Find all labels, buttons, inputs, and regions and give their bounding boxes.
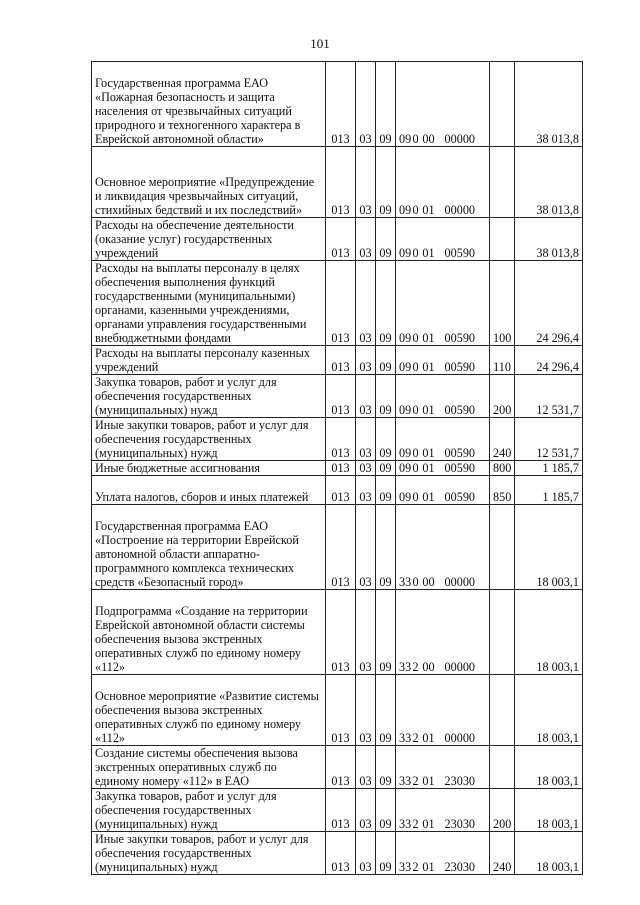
row-rz: 03 (356, 746, 376, 789)
row-grbs: 013 (326, 261, 356, 346)
table-row (92, 832, 583, 875)
row-sum: 24 296,4 (515, 346, 583, 375)
page-number: 101 (310, 36, 330, 51)
table-row (92, 147, 583, 218)
csr-part: 0 (412, 403, 419, 417)
row-rz: 03 (356, 261, 376, 346)
csr-part: 00590 (444, 246, 475, 260)
table-row (92, 789, 583, 832)
table-row (92, 346, 583, 375)
row-csr (396, 218, 490, 261)
row-sum: 18 003,1 (515, 832, 583, 875)
row-grbs: 013 (326, 461, 356, 476)
csr-part: 00000 (444, 575, 475, 589)
csr-part: 01 (422, 403, 435, 417)
csr-part: 09 (399, 331, 412, 345)
row-vr: 200 (490, 789, 515, 832)
table-row (92, 746, 583, 789)
csr-part: 01 (422, 360, 435, 374)
row-sum: 38 013,8 (515, 62, 583, 147)
row-sum: 38 013,8 (515, 218, 583, 261)
table-row (92, 62, 583, 147)
csr-part: 01 (422, 203, 435, 217)
csr-part: 0 (412, 360, 419, 374)
row-rz: 03 (356, 346, 376, 375)
csr-part: 00000 (444, 660, 475, 674)
csr-part: 33 (399, 817, 412, 831)
csr-part: 09 (399, 360, 412, 374)
row-sum: 18 003,1 (515, 675, 583, 746)
row-csr (396, 147, 490, 218)
row-csr (396, 418, 490, 461)
row-sum: 18 003,1 (515, 789, 583, 832)
csr-part: 33 (399, 860, 412, 874)
row-sum: 18 003,1 (515, 746, 583, 789)
csr-part: 00590 (444, 331, 475, 345)
row-csr (396, 746, 490, 789)
row-name: Расходы на выплаты персоналу в целях обеспечения выполнения функций государственными (муниципальными) органами, казенными учреждениями, органами управления государственными внебюджетными фондами (92, 261, 326, 346)
csr-part: 0 (412, 331, 419, 345)
row-name: Иные закупки товаров, работ и услуг для обеспечения государственных (муниципальных) нужд (92, 832, 326, 875)
csr-part: 33 (399, 731, 412, 745)
row-grbs: 013 (326, 62, 356, 147)
row-name: Иные закупки товаров, работ и услуг для обеспечения государственных (муниципальных) нужд (92, 418, 326, 461)
csr-part: 09 (399, 132, 412, 146)
row-vr (490, 505, 515, 590)
row-name: Государственная программа ЕАО «Пожарная безопасность и защита населения от чрезвычайных ситуаций природного и техногенного характера в Еврейской автономной области» (92, 62, 326, 147)
row-pr: 09 (376, 476, 396, 505)
csr-part: 09 (399, 446, 412, 460)
row-name: Основное мероприятие «Предупреждение и ликвидация чрезвычайных ситуаций, стихийных бедствий и их последствий» (92, 147, 326, 218)
table-row (92, 461, 583, 476)
table-body (92, 62, 583, 875)
row-csr (396, 675, 490, 746)
csr-part: 00000 (444, 731, 475, 745)
csr-part: 09 (399, 490, 412, 504)
row-sum: 18 003,1 (515, 590, 583, 675)
row-pr: 09 (376, 261, 396, 346)
csr-part: 0 (412, 446, 419, 460)
row-grbs: 013 (326, 147, 356, 218)
row-csr (396, 476, 490, 505)
row-vr (490, 62, 515, 147)
row-grbs: 013 (326, 675, 356, 746)
table-row (92, 476, 583, 505)
csr-part: 00590 (444, 490, 475, 504)
row-grbs: 013 (326, 590, 356, 675)
csr-part: 01 (422, 731, 435, 745)
row-vr: 110 (490, 346, 515, 375)
csr-part: 2 (412, 660, 419, 674)
csr-part: 00000 (444, 203, 475, 217)
row-sum: 1 185,7 (515, 461, 583, 476)
table-row (92, 261, 583, 346)
row-grbs: 013 (326, 832, 356, 875)
csr-part: 00 (422, 660, 435, 674)
row-csr (396, 789, 490, 832)
table-row (92, 675, 583, 746)
row-csr (396, 590, 490, 675)
csr-part: 33 (399, 660, 412, 674)
row-name: Уплата налогов, сборов и иных платежей (92, 476, 326, 505)
row-pr: 09 (376, 218, 396, 261)
csr-part: 2 (412, 817, 419, 831)
row-vr: 800 (490, 461, 515, 476)
row-pr: 09 (376, 418, 396, 461)
row-sum: 12 531,7 (515, 375, 583, 418)
row-csr (396, 832, 490, 875)
row-pr: 09 (376, 675, 396, 746)
row-rz: 03 (356, 675, 376, 746)
csr-part: 09 (399, 246, 412, 260)
csr-part: 0 (412, 575, 419, 589)
row-sum: 12 531,7 (515, 418, 583, 461)
csr-part: 00590 (444, 360, 475, 374)
row-vr (490, 147, 515, 218)
row-pr: 09 (376, 505, 396, 590)
row-grbs: 013 (326, 375, 356, 418)
row-pr: 09 (376, 461, 396, 476)
table-row (92, 505, 583, 590)
csr-part: 01 (422, 817, 435, 831)
csr-part: 09 (399, 403, 412, 417)
row-name: Подпрограмма «Создание на территории Еврейской автономной области системы обеспечения вызова экстренных оперативных служб по единому номеру «112» (92, 590, 326, 675)
csr-part: 09 (399, 203, 412, 217)
csr-part: 00 (422, 132, 435, 146)
row-vr: 240 (490, 832, 515, 875)
csr-part: 01 (422, 490, 435, 504)
csr-part: 33 (399, 575, 412, 589)
row-pr: 09 (376, 832, 396, 875)
row-grbs: 013 (326, 476, 356, 505)
row-vr: 100 (490, 261, 515, 346)
row-rz: 03 (356, 418, 376, 461)
row-rz: 03 (356, 789, 376, 832)
row-name: Создание системы обеспечения вызова экстренных оперативных служб по единому номеру «112» в ЕАО (92, 746, 326, 789)
csr-part: 0 (412, 203, 419, 217)
row-rz: 03 (356, 505, 376, 590)
row-rz: 03 (356, 461, 376, 476)
csr-part: 0 (412, 490, 419, 504)
row-rz: 03 (356, 832, 376, 875)
row-vr (490, 746, 515, 789)
csr-part: 00 (422, 575, 435, 589)
row-pr: 09 (376, 346, 396, 375)
csr-part: 33 (399, 774, 412, 788)
row-pr: 09 (376, 62, 396, 147)
row-rz: 03 (356, 62, 376, 147)
csr-part: 01 (422, 246, 435, 260)
row-csr (396, 346, 490, 375)
row-name: Иные бюджетные ассигнования (92, 461, 326, 476)
csr-part: 2 (412, 774, 419, 788)
csr-part: 0 (412, 246, 419, 260)
table-row (92, 375, 583, 418)
row-name: Государственная программа ЕАО «Построение на территории Еврейской автономной области аппаратно-программного комплекса технических средств «Безопасный город» (92, 505, 326, 590)
row-pr: 09 (376, 590, 396, 675)
row-vr (490, 218, 515, 261)
row-sum: 18 003,1 (515, 505, 583, 590)
row-vr: 850 (490, 476, 515, 505)
row-vr: 200 (490, 375, 515, 418)
row-vr: 240 (490, 418, 515, 461)
table-row (92, 590, 583, 675)
csr-part: 09 (399, 461, 412, 475)
row-grbs: 013 (326, 346, 356, 375)
row-csr (396, 261, 490, 346)
row-vr (490, 675, 515, 746)
csr-part: 01 (422, 446, 435, 460)
row-pr: 09 (376, 375, 396, 418)
csr-part: 00590 (444, 461, 475, 475)
row-csr (396, 461, 490, 476)
row-name: Расходы на обеспечение деятельности (оказание услуг) государственных учреждений (92, 218, 326, 261)
csr-part: 01 (422, 461, 435, 475)
csr-part: 0 (412, 461, 419, 475)
row-pr: 09 (376, 789, 396, 832)
row-rz: 03 (356, 218, 376, 261)
row-grbs: 013 (326, 789, 356, 832)
row-sum: 38 013,8 (515, 147, 583, 218)
csr-part: 00000 (444, 132, 475, 146)
csr-part: 2 (412, 731, 419, 745)
row-vr (490, 590, 515, 675)
budget-table (91, 61, 583, 875)
csr-part: 23030 (444, 817, 475, 831)
csr-part: 01 (422, 774, 435, 788)
csr-part: 23030 (444, 774, 475, 788)
csr-part: 2 (412, 860, 419, 874)
row-pr: 09 (376, 147, 396, 218)
csr-part: 0 (412, 132, 419, 146)
row-sum: 24 296,4 (515, 261, 583, 346)
row-csr (396, 375, 490, 418)
row-grbs: 013 (326, 746, 356, 789)
row-name: Основное мероприятие «Развитие системы обеспечения вызова экстренных оперативных служб по единому номеру «112» (92, 675, 326, 746)
row-name: Закупка товаров, работ и услуг для обеспечения государственных (муниципальных) нужд (92, 375, 326, 418)
row-name: Закупка товаров, работ и услуг для обеспечения государственных (муниципальных) нужд (92, 789, 326, 832)
csr-part: 00590 (444, 446, 475, 460)
row-sum: 1 185,7 (515, 476, 583, 505)
row-csr (396, 62, 490, 147)
table-row (92, 418, 583, 461)
csr-part: 01 (422, 860, 435, 874)
row-name: Расходы на выплаты персоналу казенных учреждений (92, 346, 326, 375)
csr-part: 00590 (444, 403, 475, 417)
csr-part: 01 (422, 331, 435, 345)
row-csr (396, 505, 490, 590)
row-grbs: 013 (326, 418, 356, 461)
row-rz: 03 (356, 590, 376, 675)
table-row (92, 218, 583, 261)
row-rz: 03 (356, 476, 376, 505)
row-grbs: 013 (326, 218, 356, 261)
row-grbs: 013 (326, 505, 356, 590)
row-pr: 09 (376, 746, 396, 789)
csr-part: 23030 (444, 860, 475, 874)
row-rz: 03 (356, 375, 376, 418)
row-rz: 03 (356, 147, 376, 218)
